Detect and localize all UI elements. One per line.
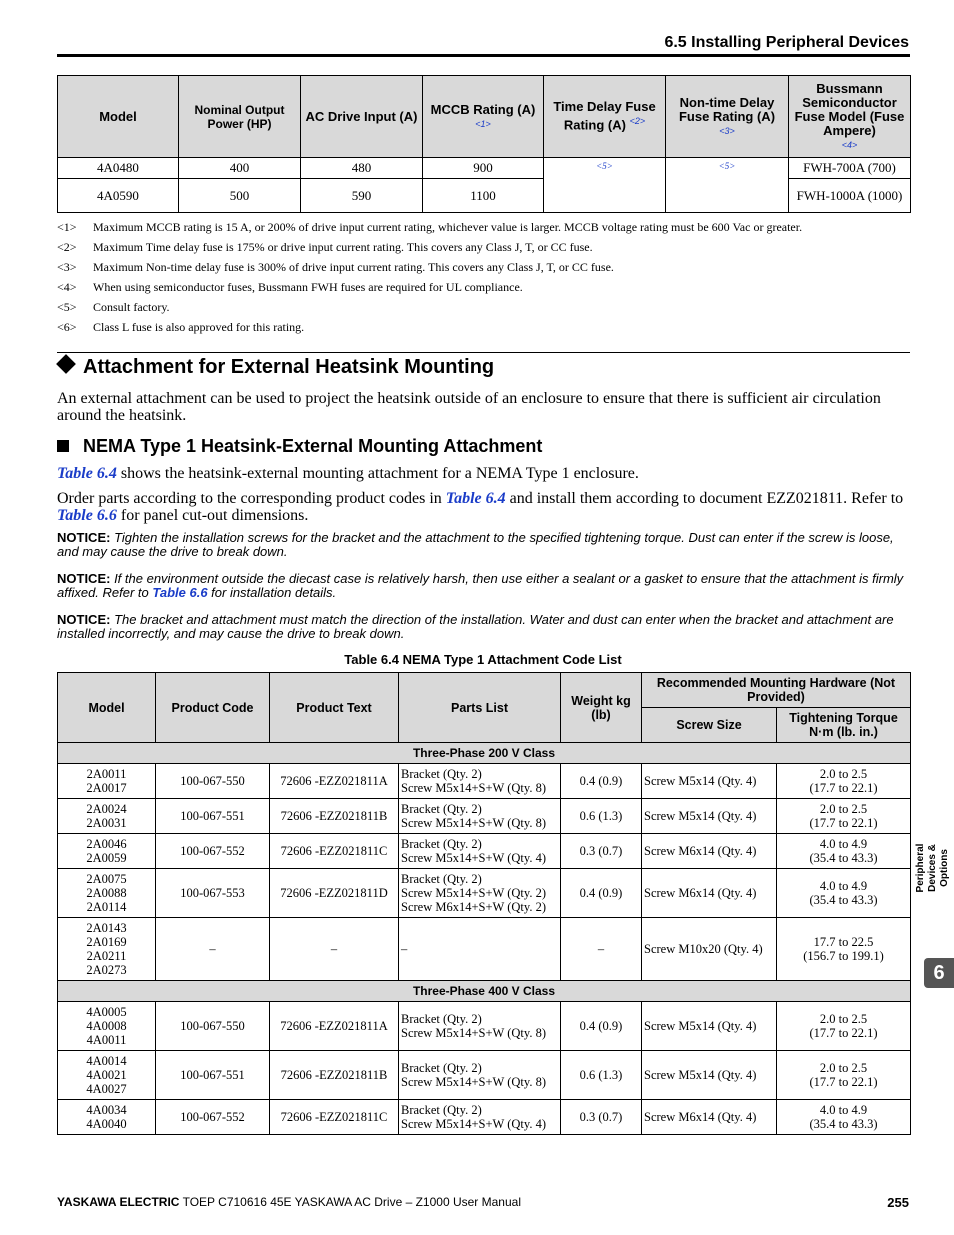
notice-3: [57, 613, 910, 641]
cell-torque: 2.0 to 2.5 (17.7 to 22.1): [777, 1051, 911, 1100]
footer-doc: TOEP C710616 45E YASKAWA AC Drive – Z1000 User Manual: [179, 1195, 521, 1209]
footnote-ref-3[interactable]: <3>: [719, 125, 735, 136]
cell-parts: –: [399, 918, 561, 981]
subsection-heading-text: NEMA Type 1 Heatsink-External Mounting Attachment: [83, 436, 543, 456]
cell-text: 72606 -EZZ021811B: [270, 1051, 399, 1100]
footnote-num: <5>: [57, 300, 77, 314]
intro-paragraph: An external attachment can be used to project the heatsink outside of an enclosure to ensure that there is sufficient air circulation around the heatsink.: [57, 390, 881, 424]
header-rule: [57, 54, 910, 57]
footnote: [57, 240, 593, 254]
footnote: [57, 220, 802, 234]
cell-code: 100-067-550: [156, 1002, 270, 1051]
square-bullet-icon: [57, 440, 69, 452]
notice-2: [57, 572, 910, 600]
col-header-parts: Parts List: [399, 673, 561, 743]
subsection-heading: [57, 436, 542, 457]
cell-torque: 2.0 to 2.5 (17.7 to 22.1): [777, 1002, 911, 1051]
paragraph-2-text-b: and install them according to document EZZ021811. Refer to: [505, 490, 904, 507]
cell-parts: Bracket (Qty. 2) Screw M5x14+S+W (Qty. 8): [399, 764, 561, 799]
notice-2-text-a: If the environment outside the diecast case is relatively harsh, then use either a sealant or a gasket to ensure that the attachment is firmly affixed. Refer to: [57, 571, 904, 600]
cell-screw: Screw M5x14 (Qty. 4): [642, 764, 777, 799]
cell-model: 2A0046 2A0059: [58, 834, 156, 869]
cell-input: 590: [301, 179, 423, 213]
col-header-hardware: Recommended Mounting Hardware (Not Provided): [642, 673, 911, 708]
col-header-input: AC Drive Input (A): [301, 76, 423, 158]
mccb-label: MCCB Rating (A): [430, 101, 536, 117]
col-header-bussmann: [789, 76, 911, 158]
section-heading-text: Attachment for External Heatsink Mounting: [83, 356, 495, 378]
cell-torque: 4.0 to 4.9 (35.4 to 43.3): [777, 1100, 911, 1135]
footer: [57, 1195, 521, 1209]
cell-model: 2A0024 2A0031: [58, 799, 156, 834]
notice-label: NOTICE:: [57, 530, 111, 545]
footnote-num: <3>: [57, 260, 77, 274]
cell-power: 400: [179, 158, 301, 179]
col-header-model: Model: [58, 76, 179, 158]
notice-1-text: Tighten the installation screws for the bracket and the attachment to the specified tightening torque. Dust can enter if the screw is loose, and may cause the drive to break down.: [57, 530, 894, 559]
cell-mccb: 1100: [423, 179, 544, 213]
notice-label: NOTICE:: [57, 571, 111, 586]
cell-code: 100-067-552: [156, 834, 270, 869]
cell-screw: Screw M6x14 (Qty. 4): [642, 869, 777, 918]
footnote-num: <1>: [57, 220, 77, 234]
cell-power: 500: [179, 179, 301, 213]
cell-screw: Screw M6x14 (Qty. 4): [642, 1100, 777, 1135]
cell-weight: –: [561, 918, 642, 981]
ntd-fuse-label: Non-time Delay Fuse Rating (A): [678, 94, 776, 124]
cell-model: 4A0014 4A0021 4A0027: [58, 1051, 156, 1100]
col-header-ntd-fuse: [666, 76, 789, 158]
table-row: [58, 764, 911, 799]
cell-screw: Screw M5x14 (Qty. 4): [642, 799, 777, 834]
table-6-6-link[interactable]: Table 6.6: [57, 507, 117, 524]
footnote-ref-4[interactable]: <4>: [841, 139, 858, 150]
col-header-model: Model: [58, 673, 156, 743]
col-header-product-text: Product Text: [270, 673, 399, 743]
table-row: [58, 918, 911, 981]
cell-bussmann: FWH-700A (700): [789, 158, 911, 179]
section-heading: [57, 356, 494, 379]
cell-parts: Bracket (Qty. 2) Screw M5x14+S+W (Qty. 4): [399, 834, 561, 869]
cell-ntd-fuse: [666, 158, 789, 213]
cell-model: 2A0075 2A0088 2A0114: [58, 869, 156, 918]
footnote-ref-1[interactable]: <1>: [475, 118, 491, 129]
paragraph-1-text: shows the heatsink-external mounting attachment for a NEMA Type 1 enclosure.: [116, 465, 639, 482]
footnote-ref-5[interactable]: <5>: [596, 161, 613, 171]
cell-model: 4A0480: [58, 158, 179, 179]
footnote-text: Maximum MCCB rating is 15 A, or 200% of drive input current rating, whichever value is larger. MCCB voltage rating must be 600 Vac or greater.: [93, 220, 803, 234]
cell-torque: 2.0 to 2.5 (17.7 to 22.1): [777, 799, 911, 834]
notice-2-text-b: for installation details.: [207, 585, 337, 600]
footnote-num: <6>: [57, 320, 77, 334]
cell-weight: 0.4 (0.9): [561, 869, 642, 918]
table-row: [58, 158, 911, 179]
paragraph-2: [57, 490, 910, 524]
footnote-text: When using semiconductor fuses, Bussmann FWH fuses are required for UL compliance.: [93, 280, 523, 294]
table-row: [58, 869, 911, 918]
cell-screw: Screw M6x14 (Qty. 4): [642, 834, 777, 869]
cell-screw: Screw M5x14 (Qty. 4): [642, 1002, 777, 1051]
table-row: [58, 1051, 911, 1100]
cell-td-fuse: [544, 158, 666, 213]
cell-weight: 0.6 (1.3): [561, 799, 642, 834]
cell-model: 4A0005 4A0008 4A0011: [58, 1002, 156, 1051]
cell-code: 100-067-552: [156, 1100, 270, 1135]
cell-code: 100-067-553: [156, 869, 270, 918]
table-row: [58, 1002, 911, 1051]
cell-weight: 0.3 (0.7): [561, 834, 642, 869]
cell-torque: 4.0 to 4.9 (35.4 to 43.3): [777, 834, 911, 869]
cell-text: 72606 -EZZ021811C: [270, 834, 399, 869]
diamond-bullet-icon: [56, 354, 76, 374]
fuse-rating-table: [57, 75, 911, 213]
section-header: 6.5 Installing Peripheral Devices: [664, 34, 909, 51]
table-row: [58, 799, 911, 834]
cell-torque: 17.7 to 22.5 (156.7 to 199.1): [777, 918, 911, 981]
footer-brand: YASKAWA ELECTRIC: [57, 1195, 180, 1209]
cell-parts: Bracket (Qty. 2) Screw M5x14+S+W (Qty. 8): [399, 1002, 561, 1051]
footnote-num: <4>: [57, 280, 77, 294]
cell-code: 100-067-551: [156, 1051, 270, 1100]
cell-text: 72606 -EZZ021811A: [270, 1002, 399, 1051]
page-number: 255: [887, 1195, 909, 1210]
notice-label: NOTICE:: [57, 612, 111, 627]
table-6-6-link[interactable]: Table 6.6: [152, 585, 208, 600]
td-fuse-label: Time Delay Fuse Rating (A): [553, 99, 656, 133]
footnote-text: Maximum Non-time delay fuse is 300% of drive input current rating. This covers any Class J, T, or CC fuse.: [93, 260, 614, 274]
chapter-tab[interactable]: 6: [924, 958, 954, 988]
cell-weight: 0.6 (1.3): [561, 1051, 642, 1100]
footnote: [57, 280, 523, 294]
col-header-mccb: [423, 76, 544, 158]
class-200v-row: Three-Phase 200 V Class: [58, 743, 911, 764]
cell-code: 100-067-551: [156, 799, 270, 834]
col-header-product-code: Product Code: [156, 673, 270, 743]
cell-parts: Bracket (Qty. 2) Screw M5x14+S+W (Qty. 2) Screw M6x14+S+W (Qty. 2): [399, 869, 561, 918]
cell-screw: Screw M10x20 (Qty. 4): [642, 918, 777, 981]
cell-model: 4A0590: [58, 179, 179, 213]
cell-torque: 2.0 to 2.5 (17.7 to 22.1): [777, 764, 911, 799]
class-400v-row: Three-Phase 400 V Class: [58, 981, 911, 1002]
chapter-side-label: Peripheral Devices & Options: [915, 843, 950, 893]
col-header-torque: Tightening Torque N·m (lb. in.): [777, 708, 911, 743]
cell-model: 2A0011 2A0017: [58, 764, 156, 799]
cell-model: 2A0143 2A0169 2A0211 2A0273: [58, 918, 156, 981]
cell-text: 72606 -EZZ021811A: [270, 764, 399, 799]
footnote: [57, 320, 304, 334]
cell-parts: Bracket (Qty. 2) Screw M5x14+S+W (Qty. 8): [399, 799, 561, 834]
cell-parts: Bracket (Qty. 2) Screw M5x14+S+W (Qty. 4): [399, 1100, 561, 1135]
footnote: [57, 260, 614, 274]
cell-screw: Screw M5x14 (Qty. 4): [642, 1051, 777, 1100]
table-6-4-link[interactable]: Table 6.4: [57, 465, 117, 482]
cell-code: 100-067-550: [156, 764, 270, 799]
col-header-weight: Weight kg (lb): [561, 673, 642, 743]
cell-text: 72606 -EZZ021811C: [270, 1100, 399, 1135]
cell-weight: 0.3 (0.7): [561, 1100, 642, 1135]
table-row: [58, 1100, 911, 1135]
col-header-power: Nominal Output Power (HP): [179, 76, 301, 158]
table-row: [58, 834, 911, 869]
footnote-text: Consult factory.: [93, 300, 170, 314]
table-6-4-link[interactable]: Table 6.4: [445, 490, 506, 507]
cell-text: 72606 -EZZ021811B: [270, 799, 399, 834]
col-header-screw: Screw Size: [642, 708, 777, 743]
footnote-ref-5b[interactable]: <5>: [718, 161, 736, 171]
cell-code: –: [156, 918, 270, 981]
table-caption: Table 6.4 NEMA Type 1 Attachment Code List: [344, 652, 622, 667]
cell-text: –: [270, 918, 399, 981]
cell-parts: Bracket (Qty. 2) Screw M5x14+S+W (Qty. 8): [399, 1051, 561, 1100]
bussmann-label: Bussmann Semiconductor Fuse Model (Fuse Ampere): [794, 80, 905, 138]
footnote-text: Class L fuse is also approved for this rating.: [93, 320, 305, 334]
notice-1: [57, 531, 910, 559]
footnote-text: Maximum Time delay fuse is 175% or drive input current rating. This covers any Class J, T, or CC fuse.: [93, 240, 593, 254]
paragraph-2-text-a: Order parts according to the corresponding product codes in: [57, 490, 446, 507]
footnote-num: <2>: [57, 240, 77, 254]
cell-weight: 0.4 (0.9): [561, 764, 642, 799]
notice-3-text: The bracket and attachment must match the direction of the installation. Water and dust can enter when the bracket and attachment are installed incorrectly, and may cause the drive to break down.: [57, 612, 894, 641]
cell-torque: 4.0 to 4.9 (35.4 to 43.3): [777, 869, 911, 918]
cell-text: 72606 -EZZ021811D: [270, 869, 399, 918]
paragraph-1: [57, 465, 910, 482]
paragraph-2-text-c: for panel cut-out dimensions.: [116, 507, 309, 524]
attachment-code-table: [57, 672, 911, 1135]
footnote: [57, 300, 170, 314]
cell-weight: 0.4 (0.9): [561, 1002, 642, 1051]
col-header-td-fuse: [544, 76, 666, 158]
footnote-ref-2[interactable]: <2>: [629, 116, 646, 127]
cell-bussmann: FWH-1000A (1000): [789, 179, 911, 213]
cell-input: 480: [301, 158, 423, 179]
cell-model: 4A0034 4A0040: [58, 1100, 156, 1135]
cell-mccb: 900: [423, 158, 544, 179]
section-rule: [57, 352, 910, 353]
